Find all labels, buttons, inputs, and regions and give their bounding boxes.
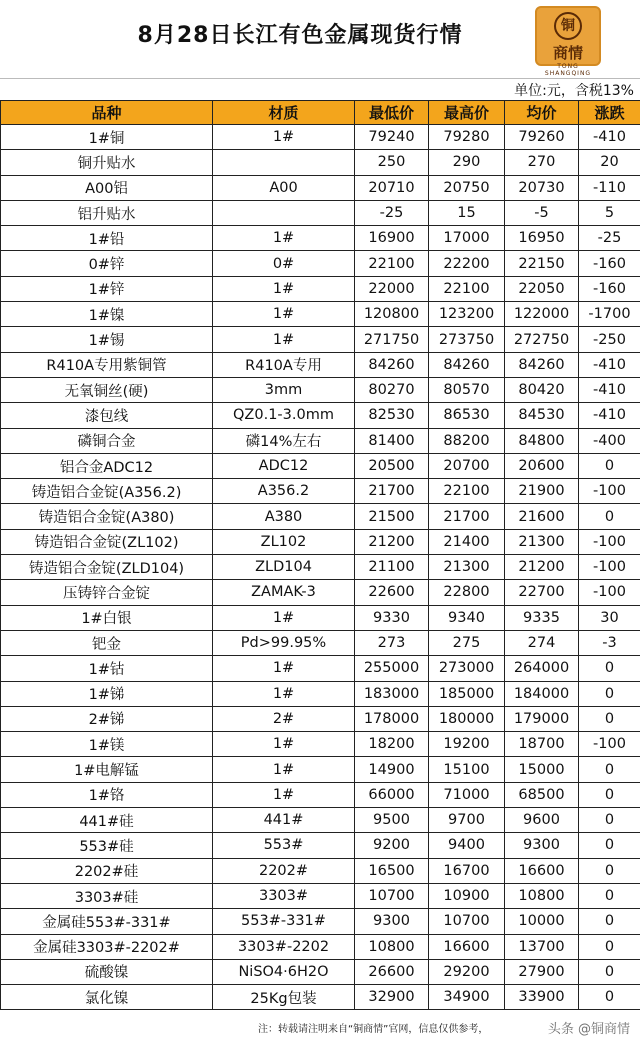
cell-low-price: 120800 bbox=[355, 302, 429, 327]
copper-seal-icon: 铜 bbox=[554, 12, 582, 40]
column-header-high-price: 最高价 bbox=[429, 101, 505, 125]
cell-low-price: 16500 bbox=[355, 858, 429, 883]
cell-material: 553# bbox=[213, 833, 355, 858]
cell-material: 1# bbox=[213, 732, 355, 757]
cell-change: -110 bbox=[579, 175, 640, 200]
cell-variety: 1#镁 bbox=[1, 732, 213, 757]
cell-high-price: 86530 bbox=[429, 403, 505, 428]
cell-change: 0 bbox=[579, 453, 640, 478]
cell-variety: 1#铅 bbox=[1, 226, 213, 251]
table-row bbox=[1, 377, 640, 402]
cell-material: ADC12 bbox=[213, 453, 355, 478]
cell-high-price: 123200 bbox=[429, 302, 505, 327]
cell-avg-price: 9335 bbox=[505, 605, 579, 630]
cell-high-price: 9700 bbox=[429, 808, 505, 833]
cell-high-price: 22800 bbox=[429, 580, 505, 605]
table-row bbox=[1, 757, 640, 782]
cell-low-price: 84260 bbox=[355, 352, 429, 377]
table-row bbox=[1, 529, 640, 554]
cell-avg-price: 79260 bbox=[505, 125, 579, 150]
table-row bbox=[1, 251, 640, 276]
cell-variety: 磷铜合金 bbox=[1, 428, 213, 453]
cell-variety: 铜升贴水 bbox=[1, 150, 213, 175]
table-row bbox=[1, 428, 640, 453]
cell-high-price: 273000 bbox=[429, 656, 505, 681]
cell-high-price: 21400 bbox=[429, 529, 505, 554]
cell-high-price: 22200 bbox=[429, 251, 505, 276]
cell-high-price: 10900 bbox=[429, 883, 505, 908]
cell-material: ZL102 bbox=[213, 529, 355, 554]
cell-change: -100 bbox=[579, 732, 640, 757]
cell-high-price: 17000 bbox=[429, 226, 505, 251]
cell-material: 2202# bbox=[213, 858, 355, 883]
cell-material: A00 bbox=[213, 175, 355, 200]
cell-low-price: 21100 bbox=[355, 555, 429, 580]
cell-material: 1# bbox=[213, 681, 355, 706]
cell-change: 0 bbox=[579, 504, 640, 529]
cell-high-price: 34900 bbox=[429, 985, 505, 1010]
column-header-change: 涨跌 bbox=[579, 101, 640, 125]
cell-change: -100 bbox=[579, 529, 640, 554]
cell-low-price: 9300 bbox=[355, 909, 429, 934]
cell-low-price: 21700 bbox=[355, 479, 429, 504]
table-row bbox=[1, 630, 640, 655]
cell-material: 1# bbox=[213, 327, 355, 352]
cell-high-price: 22100 bbox=[429, 479, 505, 504]
cell-avg-price: 21300 bbox=[505, 529, 579, 554]
cell-variety: 1#锌 bbox=[1, 276, 213, 301]
cell-material: 1# bbox=[213, 757, 355, 782]
cell-change: -400 bbox=[579, 428, 640, 453]
cell-high-price: 9400 bbox=[429, 833, 505, 858]
cell-material: ZLD104 bbox=[213, 555, 355, 580]
cell-low-price: 250 bbox=[355, 150, 429, 175]
cell-avg-price: 33900 bbox=[505, 985, 579, 1010]
cell-low-price: 10800 bbox=[355, 934, 429, 959]
cell-material: 553#-331# bbox=[213, 909, 355, 934]
cell-change: 0 bbox=[579, 681, 640, 706]
table-row bbox=[1, 605, 640, 630]
cell-high-price: 29200 bbox=[429, 959, 505, 984]
cell-change: 0 bbox=[579, 833, 640, 858]
cell-avg-price: 15000 bbox=[505, 757, 579, 782]
cell-variety: 1#白银 bbox=[1, 605, 213, 630]
cell-low-price: 21200 bbox=[355, 529, 429, 554]
cell-low-price: 26600 bbox=[355, 959, 429, 984]
cell-avg-price: -5 bbox=[505, 200, 579, 225]
page-title: 8月28日长江有色金属现货行情 bbox=[137, 23, 463, 48]
table-row bbox=[1, 580, 640, 605]
cell-high-price: 88200 bbox=[429, 428, 505, 453]
cell-material: 1# bbox=[213, 125, 355, 150]
cell-low-price: 18200 bbox=[355, 732, 429, 757]
cell-low-price: 255000 bbox=[355, 656, 429, 681]
cell-avg-price: 20730 bbox=[505, 175, 579, 200]
cell-material: Pd>99.95% bbox=[213, 630, 355, 655]
cell-avg-price: 27900 bbox=[505, 959, 579, 984]
cell-change: 30 bbox=[579, 605, 640, 630]
cell-variety: 硫酸镍 bbox=[1, 959, 213, 984]
cell-low-price: 9200 bbox=[355, 833, 429, 858]
cell-high-price: 15 bbox=[429, 200, 505, 225]
cell-avg-price: 16600 bbox=[505, 858, 579, 883]
cell-material: 2# bbox=[213, 706, 355, 731]
cell-avg-price: 84260 bbox=[505, 352, 579, 377]
cell-variety: 铸造铝合金锭(A356.2) bbox=[1, 479, 213, 504]
cell-low-price: 21500 bbox=[355, 504, 429, 529]
cell-avg-price: 13700 bbox=[505, 934, 579, 959]
cell-change: 20 bbox=[579, 150, 640, 175]
cell-low-price: 16900 bbox=[355, 226, 429, 251]
cell-change: 0 bbox=[579, 808, 640, 833]
cell-variety: 1#铬 bbox=[1, 782, 213, 807]
cell-high-price: 84260 bbox=[429, 352, 505, 377]
cell-high-price: 71000 bbox=[429, 782, 505, 807]
cell-low-price: 9330 bbox=[355, 605, 429, 630]
cell-low-price: 183000 bbox=[355, 681, 429, 706]
cell-variety: 氯化镍 bbox=[1, 985, 213, 1010]
cell-high-price: 21300 bbox=[429, 555, 505, 580]
table-row bbox=[1, 656, 640, 681]
cell-avg-price: 68500 bbox=[505, 782, 579, 807]
cell-avg-price: 264000 bbox=[505, 656, 579, 681]
cell-avg-price: 84530 bbox=[505, 403, 579, 428]
cell-variety: A00铝 bbox=[1, 175, 213, 200]
table-row bbox=[1, 833, 640, 858]
cell-change: -410 bbox=[579, 352, 640, 377]
brand-logo bbox=[535, 6, 601, 77]
cell-variety: 1#锑 bbox=[1, 681, 213, 706]
cell-change: -410 bbox=[579, 125, 640, 150]
table-row bbox=[1, 782, 640, 807]
cell-high-price: 290 bbox=[429, 150, 505, 175]
cell-variety: 1#铜 bbox=[1, 125, 213, 150]
cell-change: 0 bbox=[579, 782, 640, 807]
cell-material: R410A专用 bbox=[213, 352, 355, 377]
table-row bbox=[1, 858, 640, 883]
cell-low-price: 271750 bbox=[355, 327, 429, 352]
cell-low-price: 66000 bbox=[355, 782, 429, 807]
cell-variety: 3303#硅 bbox=[1, 883, 213, 908]
cell-variety: 553#硅 bbox=[1, 833, 213, 858]
table-row bbox=[1, 125, 640, 150]
table-row bbox=[1, 681, 640, 706]
cell-avg-price: 9600 bbox=[505, 808, 579, 833]
cell-variety: 2202#硅 bbox=[1, 858, 213, 883]
table-row bbox=[1, 555, 640, 580]
cell-material: 25Kg包装 bbox=[213, 985, 355, 1010]
cell-material: 3mm bbox=[213, 377, 355, 402]
cell-change: -3 bbox=[579, 630, 640, 655]
table-row bbox=[1, 732, 640, 757]
cell-avg-price: 22700 bbox=[505, 580, 579, 605]
price-table bbox=[0, 100, 640, 1010]
cell-change: 0 bbox=[579, 706, 640, 731]
table-row bbox=[1, 479, 640, 504]
table-row bbox=[1, 453, 640, 478]
table-row bbox=[1, 909, 640, 934]
cell-avg-price: 184000 bbox=[505, 681, 579, 706]
cell-change: 5 bbox=[579, 200, 640, 225]
table-row bbox=[1, 226, 640, 251]
cell-avg-price: 274 bbox=[505, 630, 579, 655]
cell-variety: 0#锌 bbox=[1, 251, 213, 276]
cell-change: -250 bbox=[579, 327, 640, 352]
cell-material: 1# bbox=[213, 302, 355, 327]
cell-high-price: 80570 bbox=[429, 377, 505, 402]
table-row bbox=[1, 352, 640, 377]
cell-change: -100 bbox=[579, 479, 640, 504]
cell-avg-price: 21600 bbox=[505, 504, 579, 529]
report-header bbox=[0, 0, 640, 78]
watermark: 头条 @铜商情 bbox=[547, 1022, 630, 1037]
table-row bbox=[1, 327, 640, 352]
cell-change: 0 bbox=[579, 883, 640, 908]
cell-avg-price: 22150 bbox=[505, 251, 579, 276]
cell-avg-price: 20600 bbox=[505, 453, 579, 478]
cell-variety: 441#硅 bbox=[1, 808, 213, 833]
cell-low-price: 20710 bbox=[355, 175, 429, 200]
cell-material: 0# bbox=[213, 251, 355, 276]
cell-high-price: 9340 bbox=[429, 605, 505, 630]
logo-name: 商情 bbox=[552, 44, 583, 62]
cell-material: 441# bbox=[213, 808, 355, 833]
cell-low-price: 22100 bbox=[355, 251, 429, 276]
cell-avg-price: 10000 bbox=[505, 909, 579, 934]
cell-material: 1# bbox=[213, 782, 355, 807]
cell-material: 3303#-2202 bbox=[213, 934, 355, 959]
cell-material: NiSO4·6H2O bbox=[213, 959, 355, 984]
cell-change: 0 bbox=[579, 757, 640, 782]
cell-high-price: 273750 bbox=[429, 327, 505, 352]
unit-bar bbox=[0, 78, 640, 101]
column-header-low-price: 最低价 bbox=[355, 101, 429, 125]
cell-high-price: 275 bbox=[429, 630, 505, 655]
cell-low-price: 273 bbox=[355, 630, 429, 655]
cell-low-price: 20500 bbox=[355, 453, 429, 478]
cell-material: 1# bbox=[213, 226, 355, 251]
cell-variety: 铝升贴水 bbox=[1, 200, 213, 225]
column-header-avg-price: 均价 bbox=[505, 101, 579, 125]
cell-change: 0 bbox=[579, 909, 640, 934]
cell-avg-price: 10800 bbox=[505, 883, 579, 908]
logo-pinyin: TONG SHANGQING bbox=[544, 63, 592, 77]
cell-high-price: 20700 bbox=[429, 453, 505, 478]
cell-change: -100 bbox=[579, 555, 640, 580]
cell-variety: 1#钴 bbox=[1, 656, 213, 681]
table-row bbox=[1, 200, 640, 225]
table-header-row bbox=[1, 101, 640, 125]
cell-change: 0 bbox=[579, 985, 640, 1010]
footer-note: 注：转载请注明来自“铜商情”官网，信息仅供参考， bbox=[258, 1024, 489, 1035]
cell-material: 3303# bbox=[213, 883, 355, 908]
cell-low-price: -25 bbox=[355, 200, 429, 225]
cell-change: -410 bbox=[579, 403, 640, 428]
cell-low-price: 10700 bbox=[355, 883, 429, 908]
cell-variety: R410A专用紫铜管 bbox=[1, 352, 213, 377]
cell-high-price: 185000 bbox=[429, 681, 505, 706]
cell-change: -1700 bbox=[579, 302, 640, 327]
cell-material: 1# bbox=[213, 276, 355, 301]
table-row bbox=[1, 302, 640, 327]
cell-high-price: 15100 bbox=[429, 757, 505, 782]
cell-avg-price: 9300 bbox=[505, 833, 579, 858]
cell-high-price: 16700 bbox=[429, 858, 505, 883]
cell-material: A380 bbox=[213, 504, 355, 529]
cell-change: -410 bbox=[579, 377, 640, 402]
cell-material: 磷14%左右 bbox=[213, 428, 355, 453]
cell-high-price: 10700 bbox=[429, 909, 505, 934]
table-body bbox=[1, 125, 640, 1010]
cell-high-price: 79280 bbox=[429, 125, 505, 150]
cell-avg-price: 18700 bbox=[505, 732, 579, 757]
cell-avg-price: 84800 bbox=[505, 428, 579, 453]
cell-avg-price: 270 bbox=[505, 150, 579, 175]
cell-low-price: 79240 bbox=[355, 125, 429, 150]
table-row bbox=[1, 403, 640, 428]
cell-variety: 漆包线 bbox=[1, 403, 213, 428]
cell-avg-price: 21900 bbox=[505, 479, 579, 504]
table-row bbox=[1, 150, 640, 175]
cell-variety: 铸造铝合金锭(ZLD104) bbox=[1, 555, 213, 580]
cell-low-price: 82530 bbox=[355, 403, 429, 428]
cell-low-price: 22600 bbox=[355, 580, 429, 605]
cell-avg-price: 179000 bbox=[505, 706, 579, 731]
cell-material: 1# bbox=[213, 656, 355, 681]
cell-high-price: 22100 bbox=[429, 276, 505, 301]
cell-variety: 铸造铝合金锭(A380) bbox=[1, 504, 213, 529]
cell-high-price: 180000 bbox=[429, 706, 505, 731]
table-row bbox=[1, 934, 640, 959]
cell-change: -160 bbox=[579, 251, 640, 276]
cell-variety: 压铸锌合金锭 bbox=[1, 580, 213, 605]
cell-low-price: 80270 bbox=[355, 377, 429, 402]
cell-low-price: 81400 bbox=[355, 428, 429, 453]
cell-avg-price: 16950 bbox=[505, 226, 579, 251]
cell-variety: 铸造铝合金锭(ZL102) bbox=[1, 529, 213, 554]
cell-change: -160 bbox=[579, 276, 640, 301]
cell-low-price: 32900 bbox=[355, 985, 429, 1010]
table-row bbox=[1, 175, 640, 200]
cell-variety: 无氧铜丝(硬) bbox=[1, 377, 213, 402]
cell-variety: 钯金 bbox=[1, 630, 213, 655]
cell-variety: 1#电解锰 bbox=[1, 757, 213, 782]
cell-low-price: 178000 bbox=[355, 706, 429, 731]
cell-material: A356.2 bbox=[213, 479, 355, 504]
cell-variety: 1#锡 bbox=[1, 327, 213, 352]
table-row bbox=[1, 959, 640, 984]
table-row bbox=[1, 504, 640, 529]
cell-avg-price: 272750 bbox=[505, 327, 579, 352]
cell-variety: 1#镍 bbox=[1, 302, 213, 327]
table-row bbox=[1, 883, 640, 908]
cell-material bbox=[213, 150, 355, 175]
cell-avg-price: 122000 bbox=[505, 302, 579, 327]
cell-high-price: 16600 bbox=[429, 934, 505, 959]
cell-change: 0 bbox=[579, 934, 640, 959]
cell-high-price: 21700 bbox=[429, 504, 505, 529]
cell-material: 1# bbox=[213, 605, 355, 630]
cell-variety: 金属硅3303#-2202# bbox=[1, 934, 213, 959]
cell-change: -25 bbox=[579, 226, 640, 251]
cell-low-price: 9500 bbox=[355, 808, 429, 833]
cell-variety: 2#锑 bbox=[1, 706, 213, 731]
table-row bbox=[1, 985, 640, 1010]
cell-material: QZ0.1-3.0mm bbox=[213, 403, 355, 428]
cell-high-price: 20750 bbox=[429, 175, 505, 200]
table-row bbox=[1, 276, 640, 301]
cell-high-price: 19200 bbox=[429, 732, 505, 757]
cell-low-price: 14900 bbox=[355, 757, 429, 782]
column-header-variety: 品种 bbox=[1, 101, 213, 125]
cell-change: -100 bbox=[579, 580, 640, 605]
cell-change: 0 bbox=[579, 656, 640, 681]
footer bbox=[0, 1010, 640, 1048]
cell-change: 0 bbox=[579, 858, 640, 883]
cell-avg-price: 22050 bbox=[505, 276, 579, 301]
table-row bbox=[1, 706, 640, 731]
cell-material bbox=[213, 200, 355, 225]
unit-note: 单位:元，含税13% bbox=[514, 83, 634, 99]
column-header-material: 材质 bbox=[213, 101, 355, 125]
cell-variety: 铝合金ADC12 bbox=[1, 453, 213, 478]
cell-low-price: 22000 bbox=[355, 276, 429, 301]
cell-material: ZAMAK-3 bbox=[213, 580, 355, 605]
cell-variety: 金属硅553#-331# bbox=[1, 909, 213, 934]
table-row bbox=[1, 808, 640, 833]
cell-change: 0 bbox=[579, 959, 640, 984]
cell-avg-price: 21200 bbox=[505, 555, 579, 580]
cell-avg-price: 80420 bbox=[505, 377, 579, 402]
